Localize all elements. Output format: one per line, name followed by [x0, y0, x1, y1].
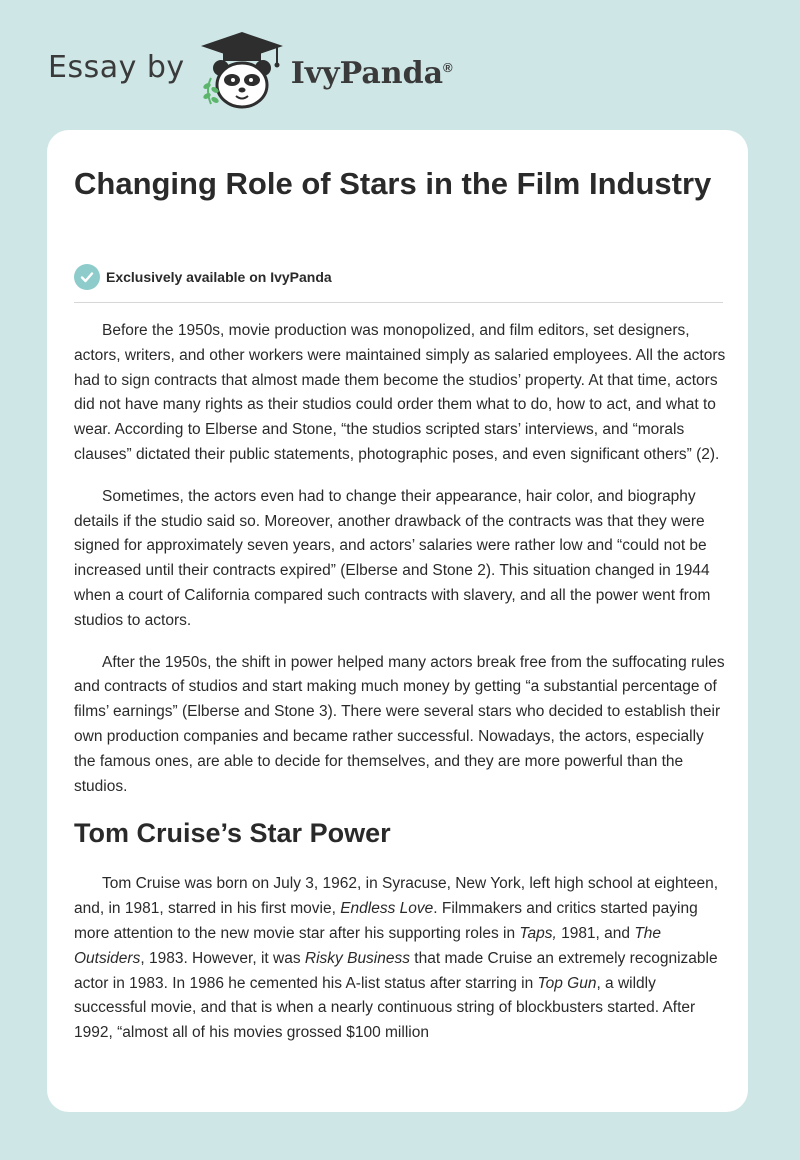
registered-mark: ®	[443, 59, 453, 75]
brand-prefix: Essay by	[48, 49, 185, 85]
checkmark-icon	[74, 264, 100, 290]
paragraph-4	[74, 872, 726, 1046]
film-title-risky-business: Risky Business	[304, 949, 410, 967]
section-heading: Tom Cruise’s Star Power	[74, 818, 391, 849]
paragraph-4-text-5: that made Cruise an extremely recognizable actor in 1983. In 1986 he cemented his A-list status after starring in	[74, 949, 718, 992]
paragraph-1: Before the 1950s, movie production was monopolized, and film editors, set designers, actors, writers, and other workers were maintained simply as salaried employees. All the actors had to sign contracts that almost made them become the studios’ property. At that time, actors did not have many rights as their studios could order them what to do, how to act, and what to wear. According to Elberse and Stone, “the studios scripted stars’ interviews, and “morals clauses” dictated their public statements, photographic poses, and even significant others” (2).	[74, 322, 726, 463]
panda-graduate-icon	[199, 30, 285, 110]
film-title-taps: Taps,	[519, 924, 557, 942]
paragraph-4-text-6: , a wildly successful movie, and that is when a nearly continuous string of blockbusters started. After 1992, “almost all of his movies grossed $100 million	[74, 974, 696, 1042]
paragraph-2: Sometimes, the actors even had to change their appearance, hair color, and biography details if the studio said so. Moreover, another drawback of the contracts was that they were signed for approximately seven years, and actors’ salaries were rather low and “could not be increased until their contracts expired” (Elberse and Stone 2). This situation changed in 1944 when a court of California compared such contracts with slavery, and all the power went from studios to actors.	[74, 487, 711, 629]
exclusive-badge	[74, 264, 332, 290]
paragraph-4-text-3: 1981, and	[556, 924, 635, 942]
film-title-endless-love: Endless Love	[340, 900, 434, 918]
paragraph-4-text-4: , 1983. However, it was	[140, 949, 305, 967]
film-title-top-gun: Top Gun	[537, 974, 597, 992]
brand-header	[48, 30, 453, 110]
brand-name	[291, 56, 453, 91]
paragraph-4-text-2: . Filmmakers and critics started paying more attention to the new movie star after his supporting roles in	[74, 900, 698, 942]
exclusive-label: Exclusively available on IvyPanda	[106, 269, 332, 285]
brand-name-text: IvyPanda	[290, 55, 444, 91]
essay-title: Changing Role of Stars in the Film Industry	[74, 166, 712, 201]
paragraph-4-text-1: Tom Cruise was born on July 3, 1962, in Syracuse, New York, left high school at eighteen, and, in 1981, starred in his first movie,	[74, 875, 719, 918]
essay-body	[74, 319, 726, 1046]
film-title-the-outsiders: The Outsiders	[74, 924, 662, 967]
divider	[74, 302, 723, 303]
paragraph-3: After the 1950s, the shift in power helped many actors break free from the suffocating rules and contracts of studios and start making much money by getting “a substantial percentage of films’ earnings” (Elberse and Stone 3). There were several stars who decided to establish their own production companies and became rather successful. Nowadays, the actors, especially the famous ones, are able to decide for themselves, and they are more powerful than the studios.	[74, 653, 725, 795]
essay-card	[47, 130, 748, 1112]
